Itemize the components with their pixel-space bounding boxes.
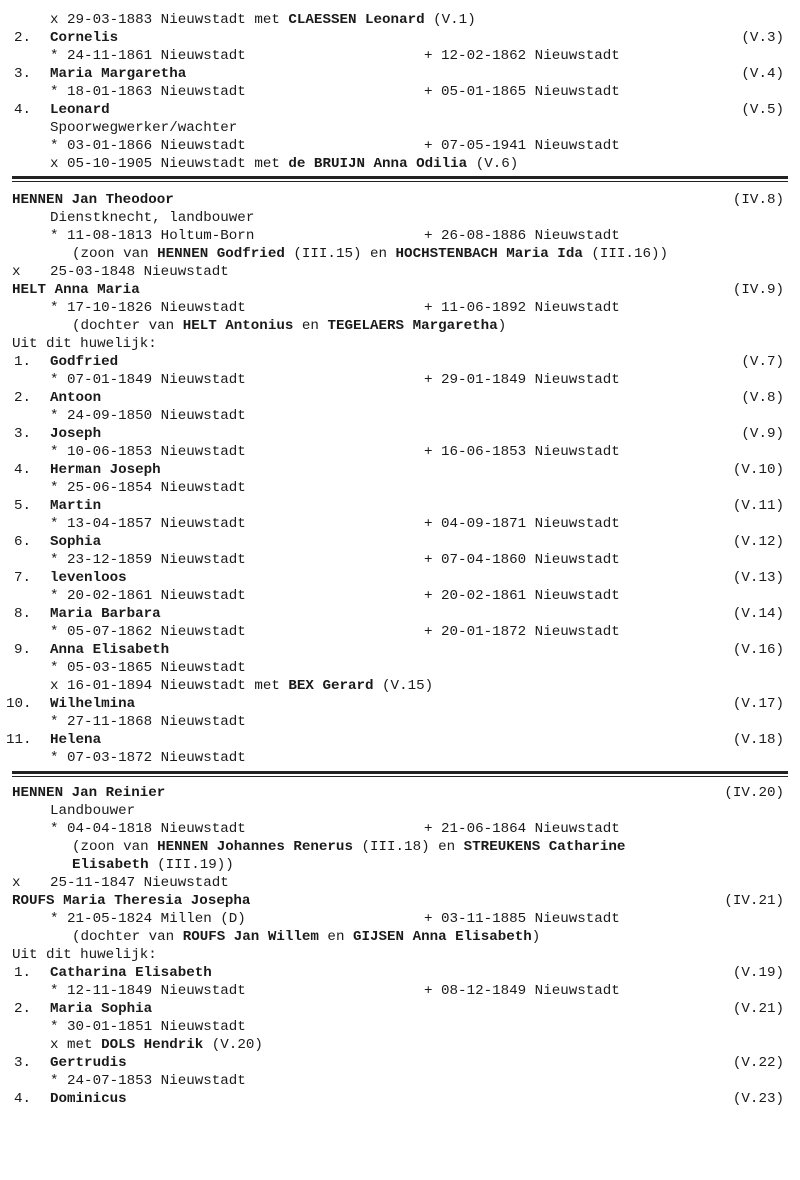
death-date: + 29-01-1849 Nieuwstadt bbox=[424, 372, 620, 388]
section-divider bbox=[12, 176, 788, 182]
death-date: + 11-06-1892 Nieuwstadt bbox=[424, 300, 620, 316]
spouse-ref: (V.20) bbox=[203, 1037, 263, 1053]
vital-dates bbox=[0, 443, 800, 461]
birth-date: * 18-01-1863 Nieuwstadt bbox=[50, 84, 246, 100]
father-name: ROUFS Jan Willem bbox=[182, 929, 319, 945]
parents-prefix: (zoon van bbox=[72, 246, 158, 262]
death-date: + 20-01-1872 Nieuwstadt bbox=[424, 624, 620, 640]
father-name: HENNEN Godfried bbox=[157, 246, 285, 262]
mother-name: TEGELAERS Margaretha bbox=[327, 318, 498, 334]
birth-date: * 05-03-1865 Nieuwstadt bbox=[50, 660, 246, 676]
birth-date: * 11-08-1813 Holtum-Born bbox=[50, 228, 255, 244]
person-header bbox=[0, 191, 800, 209]
child-entry bbox=[0, 1000, 800, 1018]
child-number: 5. bbox=[14, 498, 32, 514]
spouse-name: CLAESSEN Leonard bbox=[288, 12, 425, 28]
children-header-text: Uit dit huwelijk: bbox=[12, 947, 157, 963]
birth-date: * 24-07-1853 Nieuwstadt bbox=[50, 1073, 246, 1089]
vital-dates bbox=[0, 587, 800, 605]
person-ref: (IV.20) bbox=[724, 785, 784, 801]
vital-dates bbox=[0, 479, 800, 497]
marriage-line bbox=[0, 677, 800, 695]
death-date: + 26-08-1886 Nieuwstadt bbox=[424, 228, 620, 244]
marriage-line bbox=[0, 263, 800, 281]
marriage-line bbox=[0, 874, 800, 892]
child-number: 1. bbox=[14, 965, 32, 981]
death-date: + 20-02-1861 Nieuwstadt bbox=[424, 588, 620, 604]
child-name: Dominicus bbox=[50, 1091, 127, 1107]
child-number: 2. bbox=[14, 390, 32, 406]
child-entry bbox=[0, 389, 800, 407]
birth-date: * 05-07-1862 Nieuwstadt bbox=[50, 624, 246, 640]
spouse-header bbox=[0, 281, 800, 299]
child-entry bbox=[0, 605, 800, 623]
child-ref: (V.17) bbox=[732, 696, 784, 712]
parents-line-cont bbox=[0, 856, 800, 874]
child-entry bbox=[0, 65, 800, 83]
person-name: HENNEN Jan Reinier bbox=[12, 785, 166, 801]
child-number: 3. bbox=[14, 66, 32, 82]
child-name: Leonard bbox=[50, 102, 110, 118]
vital-dates bbox=[0, 1018, 800, 1036]
spouse-header bbox=[0, 892, 800, 910]
vital-dates bbox=[0, 515, 800, 533]
mother-ref: (III.16)) bbox=[582, 246, 668, 262]
birth-date: * 13-04-1857 Nieuwstadt bbox=[50, 516, 246, 532]
child-number: 6. bbox=[14, 534, 32, 550]
death-date: + 21-06-1864 Nieuwstadt bbox=[424, 821, 620, 837]
child-entry bbox=[0, 497, 800, 515]
spouse-ref: (IV.9) bbox=[732, 282, 784, 298]
death-date: + 07-05-1941 Nieuwstadt bbox=[424, 138, 620, 154]
birth-date: * 20-02-1861 Nieuwstadt bbox=[50, 588, 246, 604]
child-entry bbox=[0, 101, 800, 119]
child-name: Catharina Elisabeth bbox=[50, 965, 212, 981]
child-number: 1. bbox=[14, 354, 32, 370]
birth-date: * 03-01-1866 Nieuwstadt bbox=[50, 138, 246, 154]
child-ref: (V.7) bbox=[741, 354, 784, 370]
vital-dates bbox=[0, 910, 800, 928]
person-ref: (IV.8) bbox=[732, 192, 784, 208]
parents-conjunction: en bbox=[318, 929, 353, 945]
spouse-ref: (V.1) bbox=[424, 12, 476, 28]
child-number: 7. bbox=[14, 570, 32, 586]
vital-dates bbox=[0, 551, 800, 569]
spouse-ref: (IV.21) bbox=[724, 893, 784, 909]
child-entry bbox=[0, 964, 800, 982]
birth-date: * 10-06-1853 Nieuwstadt bbox=[50, 444, 246, 460]
death-date: + 05-01-1865 Nieuwstadt bbox=[424, 84, 620, 100]
parents-close: ) bbox=[497, 318, 507, 334]
vital-dates bbox=[0, 713, 800, 731]
child-name: Anna Elisabeth bbox=[50, 642, 170, 658]
vital-dates bbox=[0, 407, 800, 425]
child-ref: (V.3) bbox=[741, 30, 784, 46]
child-number: 4. bbox=[14, 1091, 32, 1107]
mother-name: HOCHSTENBACH Maria Ida bbox=[395, 246, 583, 262]
child-ref: (V.23) bbox=[732, 1091, 784, 1107]
marriage-line bbox=[0, 155, 800, 173]
mother-ref: (III.19)) bbox=[148, 857, 234, 873]
child-name: Sophia bbox=[50, 534, 102, 550]
occupation bbox=[0, 119, 800, 137]
parents-line bbox=[0, 317, 800, 335]
child-ref: (V.13) bbox=[732, 570, 784, 586]
child-name: Godfried bbox=[50, 354, 119, 370]
child-name: Joseph bbox=[50, 426, 102, 442]
parents-line bbox=[0, 245, 800, 263]
vital-dates bbox=[0, 299, 800, 317]
occupation-text: Spoorwegwerker/wachter bbox=[50, 120, 238, 136]
vital-dates bbox=[0, 137, 800, 155]
child-ref: (V.10) bbox=[732, 462, 784, 478]
child-entry bbox=[0, 695, 800, 713]
vital-dates bbox=[0, 227, 800, 245]
child-entry bbox=[0, 425, 800, 443]
vital-dates bbox=[0, 749, 800, 767]
child-entry bbox=[0, 29, 800, 47]
marriage-text: x 05-10-1905 Nieuwstadt met bbox=[50, 156, 289, 172]
vital-dates bbox=[0, 659, 800, 677]
vital-dates bbox=[0, 1072, 800, 1090]
child-entry bbox=[0, 461, 800, 479]
birth-date: * 24-11-1861 Nieuwstadt bbox=[50, 48, 246, 64]
child-ref: (V.11) bbox=[732, 498, 784, 514]
parents-prefix: (dochter van bbox=[72, 318, 183, 334]
parents-line bbox=[0, 838, 800, 856]
birth-date: * 25-06-1854 Nieuwstadt bbox=[50, 480, 246, 496]
birth-date: * 30-01-1851 Nieuwstadt bbox=[50, 1019, 246, 1035]
occupation bbox=[0, 209, 800, 227]
mother-name: STREUKENS Catharine bbox=[463, 839, 626, 855]
child-entry bbox=[0, 569, 800, 587]
spouse-name: HELT Anna Maria bbox=[12, 282, 140, 298]
mother-name: GIJSEN Anna Elisabeth bbox=[352, 929, 532, 945]
child-entry bbox=[0, 533, 800, 551]
child-number: 3. bbox=[14, 1055, 32, 1071]
marriage-text: x 16-01-1894 Nieuwstadt met bbox=[50, 678, 289, 694]
child-ref: (V.12) bbox=[732, 534, 784, 550]
child-name: Martin bbox=[50, 498, 102, 514]
child-entry bbox=[0, 641, 800, 659]
marriage-symbol: x bbox=[12, 875, 21, 891]
spouse-name: de BRUIJN Anna Odilia bbox=[288, 156, 468, 172]
vital-dates bbox=[0, 820, 800, 838]
child-name: Herman Joseph bbox=[50, 462, 161, 478]
child-ref: (V.14) bbox=[732, 606, 784, 622]
parents-line bbox=[0, 928, 800, 946]
vital-dates bbox=[0, 982, 800, 1000]
father-name: HENNEN Johannes Renerus bbox=[157, 839, 353, 855]
birth-date: * 07-01-1849 Nieuwstadt bbox=[50, 372, 246, 388]
child-ref: (V.21) bbox=[732, 1001, 784, 1017]
child-ref: (V.5) bbox=[741, 102, 784, 118]
spouse-name: ROUFS Maria Theresia Josepha bbox=[12, 893, 251, 909]
marriage-line bbox=[0, 11, 800, 29]
occupation-text: Dienstknecht, landbouwer bbox=[50, 210, 255, 226]
marriage-text: x 29-03-1883 Nieuwstadt met bbox=[50, 12, 289, 28]
child-number: 4. bbox=[14, 462, 32, 478]
parents-conjunction: en bbox=[293, 318, 328, 334]
birth-date: * 04-04-1818 Nieuwstadt bbox=[50, 821, 246, 837]
vital-dates bbox=[0, 371, 800, 389]
vital-dates bbox=[0, 623, 800, 641]
marriage-symbol: x bbox=[12, 264, 21, 280]
birth-date: * 07-03-1872 Nieuwstadt bbox=[50, 750, 246, 766]
spouse-ref: (V.15) bbox=[373, 678, 434, 694]
child-entry bbox=[0, 731, 800, 749]
death-date: + 03-11-1885 Nieuwstadt bbox=[424, 911, 620, 927]
child-number: 2. bbox=[14, 30, 32, 46]
birth-date: * 27-11-1868 Nieuwstadt bbox=[50, 714, 246, 730]
marriage-date: 25-03-1848 Nieuwstadt bbox=[50, 264, 229, 280]
children-header bbox=[0, 335, 800, 353]
birth-date: * 17-10-1826 Nieuwstadt bbox=[50, 300, 246, 316]
death-date: + 07-04-1860 Nieuwstadt bbox=[424, 552, 620, 568]
child-number: 10. bbox=[6, 696, 32, 712]
death-date: + 04-09-1871 Nieuwstadt bbox=[424, 516, 620, 532]
marriage-line bbox=[0, 1036, 800, 1054]
child-ref: (V.9) bbox=[741, 426, 784, 442]
child-ref: (V.22) bbox=[732, 1055, 784, 1071]
father-ref: (III.18) en bbox=[352, 839, 464, 855]
spouse-name: BEX Gerard bbox=[288, 678, 374, 694]
child-number: 4. bbox=[14, 102, 32, 118]
death-date: + 16-06-1853 Nieuwstadt bbox=[424, 444, 620, 460]
spouse-ref: (V.6) bbox=[467, 156, 519, 172]
child-number: 3. bbox=[14, 426, 32, 442]
parents-prefix: (zoon van bbox=[72, 839, 158, 855]
marriage-text: x met bbox=[50, 1037, 102, 1053]
child-name: Maria Barbara bbox=[50, 606, 161, 622]
birth-date: * 21-05-1824 Millen (D) bbox=[50, 911, 246, 927]
section-divider bbox=[12, 771, 788, 777]
child-ref: (V.18) bbox=[732, 732, 784, 748]
occupation-text: Landbouwer bbox=[50, 803, 136, 819]
parents-prefix: (dochter van bbox=[72, 929, 183, 945]
father-name: HELT Antonius bbox=[182, 318, 294, 334]
occupation bbox=[0, 802, 800, 820]
birth-date: * 24-09-1850 Nieuwstadt bbox=[50, 408, 246, 424]
marriage-date: 25-11-1847 Nieuwstadt bbox=[50, 875, 229, 891]
parents-close: ) bbox=[531, 929, 541, 945]
vital-dates bbox=[0, 47, 800, 65]
child-entry bbox=[0, 1090, 800, 1108]
child-entry bbox=[0, 1054, 800, 1072]
child-name: levenloos bbox=[50, 570, 127, 586]
child-number: 9. bbox=[14, 642, 32, 658]
child-name: Maria Margaretha bbox=[50, 66, 187, 82]
birth-date: * 12-11-1849 Nieuwstadt bbox=[50, 983, 246, 999]
vital-dates bbox=[0, 83, 800, 101]
children-header bbox=[0, 946, 800, 964]
child-name: Cornelis bbox=[50, 30, 119, 46]
father-ref: (III.15) en bbox=[284, 246, 396, 262]
child-name: Maria Sophia bbox=[50, 1001, 153, 1017]
child-number: 8. bbox=[14, 606, 32, 622]
person-header bbox=[0, 784, 800, 802]
child-name: Antoon bbox=[50, 390, 102, 406]
birth-date: * 23-12-1859 Nieuwstadt bbox=[50, 552, 246, 568]
child-name: Gertrudis bbox=[50, 1055, 127, 1071]
child-ref: (V.4) bbox=[741, 66, 784, 82]
death-date: + 12-02-1862 Nieuwstadt bbox=[424, 48, 620, 64]
child-ref: (V.16) bbox=[732, 642, 784, 658]
child-ref: (V.8) bbox=[741, 390, 784, 406]
person-name: HENNEN Jan Theodoor bbox=[12, 192, 174, 208]
child-name: Helena bbox=[50, 732, 102, 748]
death-date: + 08-12-1849 Nieuwstadt bbox=[424, 983, 620, 999]
child-number: 2. bbox=[14, 1001, 32, 1017]
child-entry bbox=[0, 353, 800, 371]
spouse-name: DOLS Hendrik bbox=[101, 1037, 204, 1053]
mother-name-cont: Elisabeth bbox=[72, 857, 149, 873]
children-header-text: Uit dit huwelijk: bbox=[12, 336, 157, 352]
child-number: 11. bbox=[6, 732, 32, 748]
child-ref: (V.19) bbox=[732, 965, 784, 981]
child-name: Wilhelmina bbox=[50, 696, 136, 712]
